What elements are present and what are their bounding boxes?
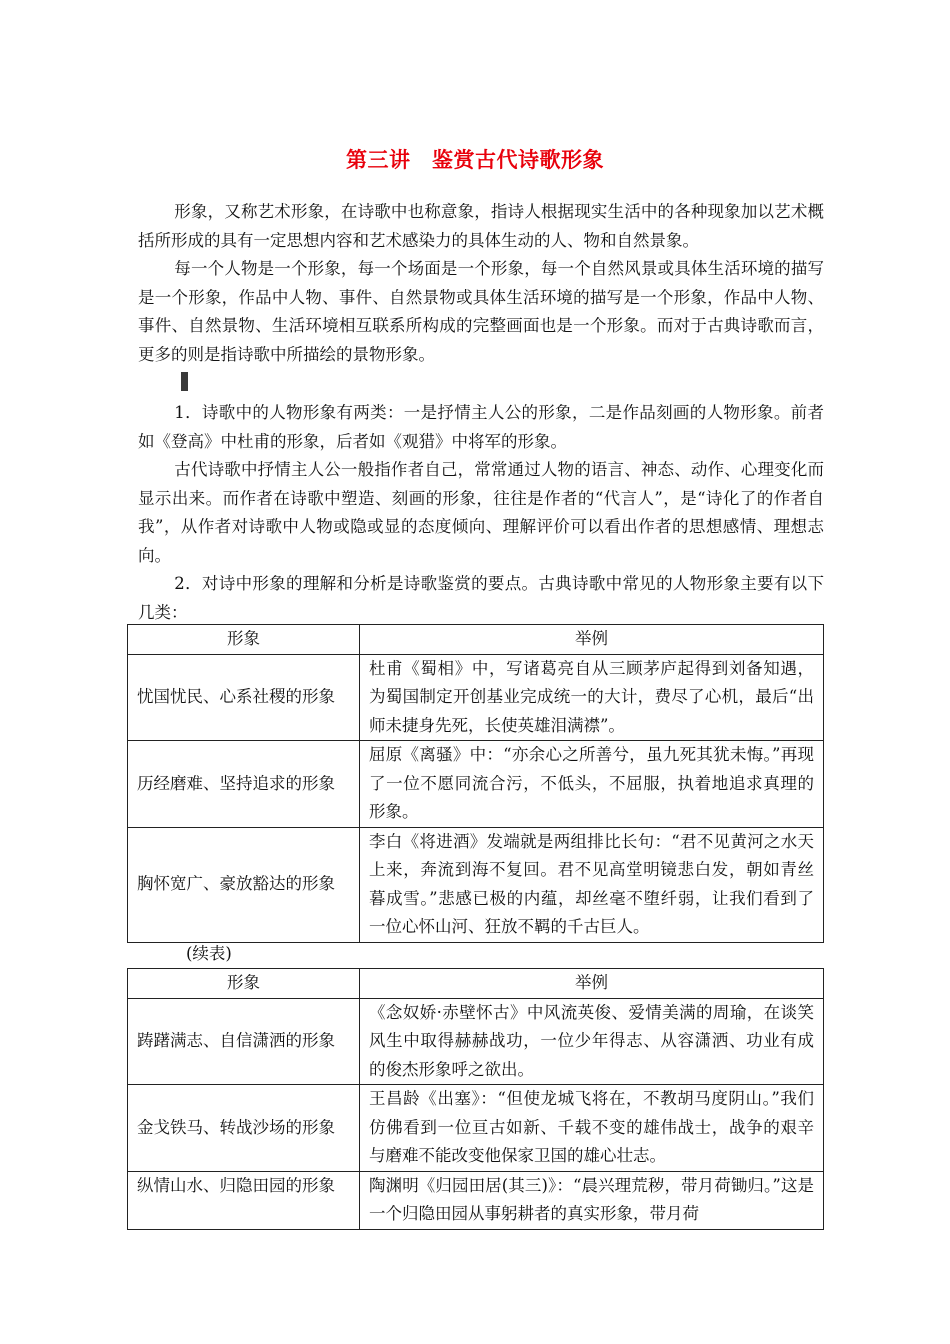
table-cell-example: 《念奴娇·赤壁怀古》中风流英俊、爱情美满的周瑜，在谈笑风生中取得赫赫战功，一位少年得志、从容潇洒、功业有成的俊杰形象呼之欲出。 <box>360 998 824 1085</box>
lecture-title: 第三讲 鉴赏古代诗歌形象 <box>346 148 604 172</box>
table-row <box>128 654 824 741</box>
table-row <box>128 827 824 942</box>
table-header-image: 形象 <box>128 969 360 999</box>
table-row <box>128 741 824 828</box>
table-cell-example: 李白《将进酒》发端就是两组排比长句：“君不见黄河之水天上来，奔流到海不复回。君不见高堂明镜悲白发，朝如青丝暮成雪。”悲感已极的内蕴，却丝毫不堕纤弱，让我们看到了一位心怀山河、狂放不羁的千古巨人。 <box>360 827 824 942</box>
table-cell-image: 踌躇满志、自信潇洒的形象 <box>128 998 360 1085</box>
table-cell-image: 纵情山水、归隐田园的形象 <box>128 1171 360 1229</box>
table-header-row <box>128 625 824 655</box>
table-row <box>128 1171 824 1229</box>
point-paragraph: 古代诗歌中抒情主人公一般指作者自己，常常通过人物的语言、神态、动作、心理变化而显示出来。而作者在诗歌中塑造、刻画的形象，往往是作者的“代言人”，是“诗化了的作者自我”，从作者对诗歌中人物或隐或显的态度倾向、理解评价可以看出作者的思想感情、理想志向。 <box>138 460 824 565</box>
intro-section <box>138 198 824 369</box>
intro-paragraph: 每一个人物是一个形象，每一个场面是一个形象，每一个自然风景或具体生活环境的描写是一个形象，作品中人物、事件、自然景物或具体生活环境的描写是一个形象，作品中人物、事件、自然景物、生活环境相互联系所构成的完整画面也是一个形象。而对于古典诗歌而言，更多的则是指诗歌中所描绘的景物形象。 <box>138 259 824 364</box>
section-marker-icon <box>181 372 188 391</box>
table-row <box>128 998 824 1085</box>
continued-label: (续表) <box>186 944 232 963</box>
character-image-table <box>127 624 824 943</box>
table-cell-example: 杜甫《蜀相》中，写诸葛亮自从三顾茅庐起得到刘备知遇，为蜀国制定开创基业完成统一的大计，费尽了心机，最后“出师未捷身先死，长使英雄泪满襟”。 <box>360 654 824 741</box>
table-row <box>128 1085 824 1172</box>
table-cell-image: 金戈铁马、转战沙场的形象 <box>128 1085 360 1172</box>
table-header-example: 举例 <box>360 969 824 999</box>
table-cell-image: 忧国忧民、心系社稷的形象 <box>128 654 360 741</box>
table-cell-image: 胸怀宽广、豪放豁达的形象 <box>128 827 360 942</box>
table-cell-example: 屈原《离骚》中：“亦余心之所善兮，虽九死其犹未悔。”再现了一位不愿同流合污，不低头，不屈服，执着地追求真理的形象。 <box>360 741 824 828</box>
table-header-example: 举例 <box>360 625 824 655</box>
points-section <box>138 399 824 627</box>
character-image-table-continued <box>127 968 824 1230</box>
table-cell-example: 陶渊明《归园田居(其三)》：“晨兴理荒秽，带月荷锄归。”这是一个归隐田园从事躬耕者的真实形象，带月荷 <box>360 1171 824 1229</box>
table-header-image: 形象 <box>128 625 360 655</box>
table-cell-example: 王昌龄《出塞》：“但使龙城飞将在，不教胡马度阴山。”我们仿佛看到一位亘古如新、千载不变的雄伟战士，战争的艰辛与磨难不能改变他保家卫国的雄心壮志。 <box>360 1085 824 1172</box>
table-header-row <box>128 969 824 999</box>
point-paragraph: 2．对诗中形象的理解和分析是诗歌鉴赏的要点。古典诗歌中常见的人物形象主要有以下几类： <box>138 574 824 622</box>
point-paragraph: 1．诗歌中的人物形象有两类：一是抒情主人公的形象，二是作品刻画的人物形象。前者如《登高》中杜甫的形象，后者如《观猎》中将军的形象。 <box>138 403 824 451</box>
table-cell-image: 历经磨难、坚持追求的形象 <box>128 741 360 828</box>
intro-paragraph: 形象，又称艺术形象，在诗歌中也称意象，指诗人根据现实生活中的各种现象加以艺术概括所形成的具有一定思想内容和艺术感染力的具体生动的人、物和自然景象。 <box>138 202 824 250</box>
